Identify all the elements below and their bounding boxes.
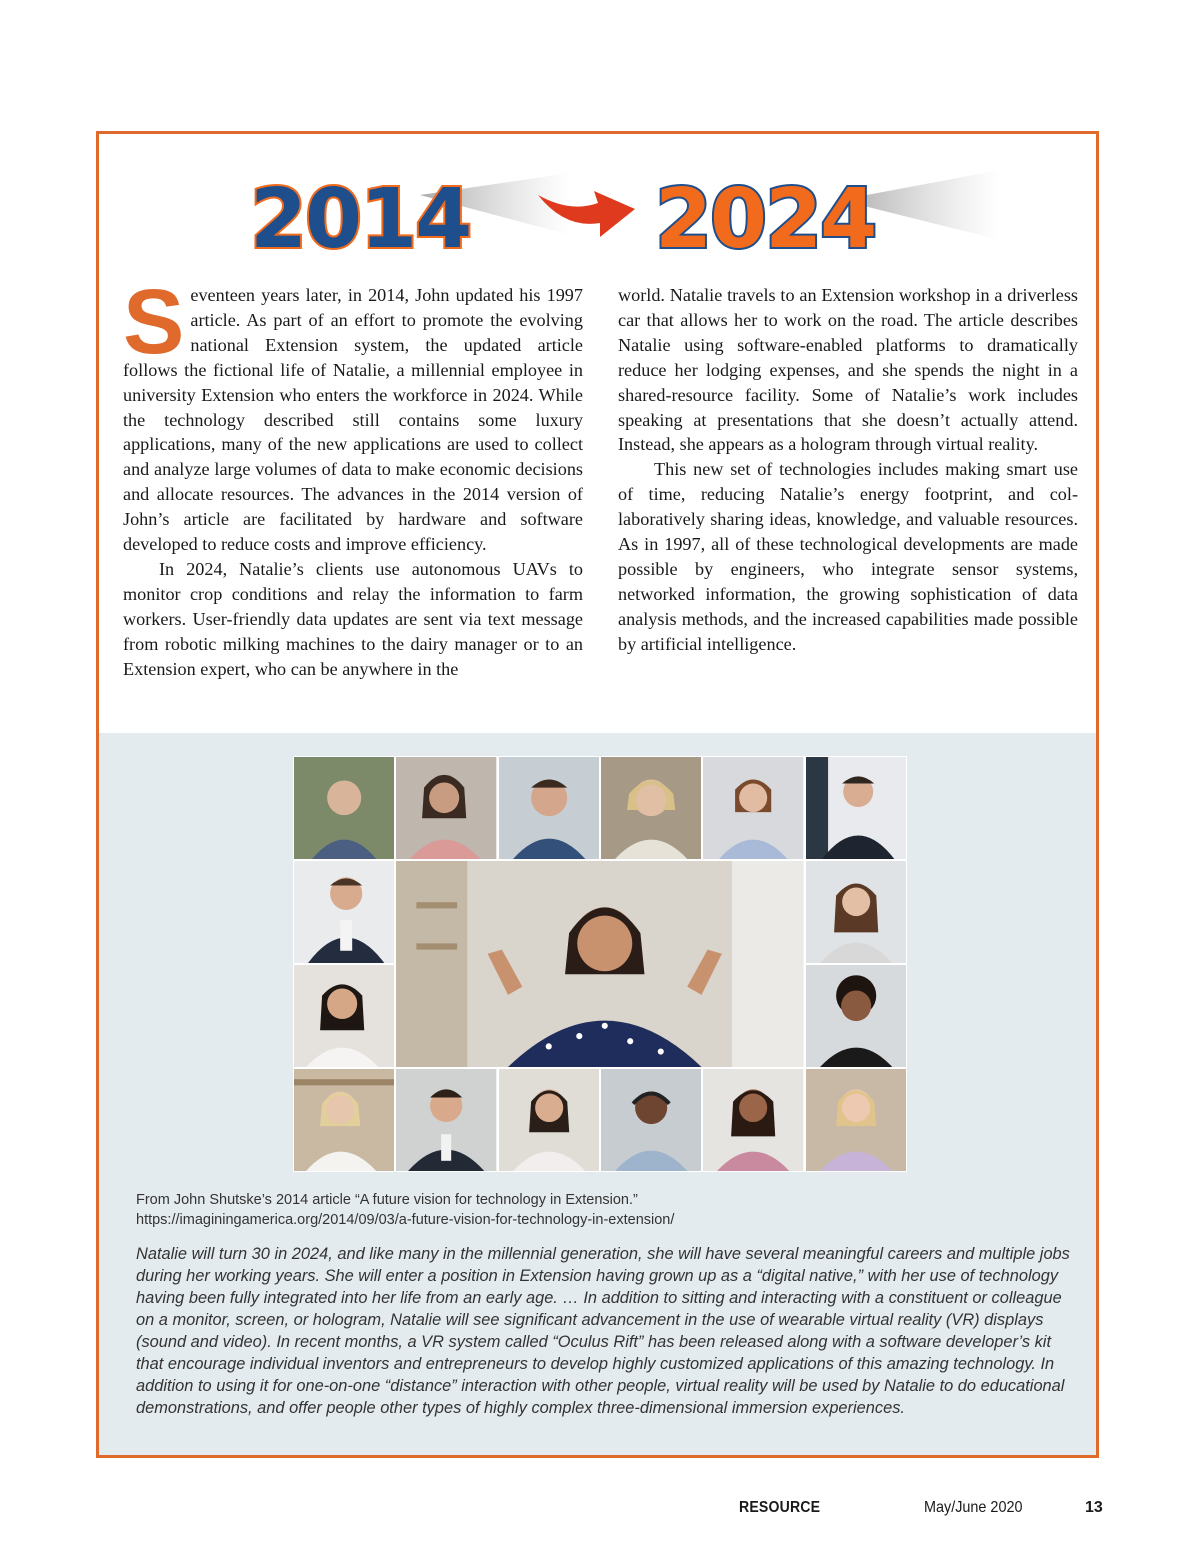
sidebar-quote: Natalie will turn 30 in 2024, and like many in the millennial generation, she will have several meaningful careers and multiple jobs during her working years. She will enter a position in Extension having grown up as a “digital native,” with her use of technology having been fully integrated into her life from an early age. … In addition to sitting and interacting with a constituent or colleague on a monitor, screen, or hologram, Natalie will see significant advancement in the use of wearable virtual reality (VR) displays (sound and video). In recent months, a VR system called “Oculus Rift” has been released along with a software developer’s kit that encourage individual inventors and entrepreneurs to develop highly customized applications of this amazing technology. In addition to using it for one-on-one “distance” interaction with other people, virtual reality will be used by Natalie to do educational demonstrations, and offer people other types of highly complex three-dimensional immersion experiences. (136, 1245, 1070, 1417)
article-paragraph: Seventeen years later, in 2014, John updated his 1997 article. As part of an effort to promote the evolving national Extension system, the updated article follows the fictional life of Natalie, a millennial employee in university Extension who enters the workforce in 2024. While the technology described still contains some luxury applications, many of the new applications are used to collect and analyze large volumes of data to make economic decisions and allocate resources. The advances in the 2014 version of John’s article are facilitated by hardware and software developed to reduce costs and improve efficiency. (123, 271, 583, 555)
article-paragraph: This new set of technologies includes making smart use of time, reducing Natalie’s energy footprint, and collaboratively sharing ideas, knowledge, and valuable resources. As in 1997, all of these technological developments are made possible by engineers, who integrate sensor systems, networked information, the growing sophistication of data analysis methods, and the increased capabilities made possible by artificial intelligence. (618, 459, 1078, 654)
article-paragraph: In 2024, Natalie’s clients use autonomous UAVs to monitor crop conditions and relay the information to farm workers. User-friendly data updates are sent via text message from robotic milking machines to the dairy manager or to an Extension expert, who can be anywhere in the (123, 558, 583, 679)
participant-tile (294, 965, 394, 1067)
participant-tile (806, 965, 906, 1067)
participant-tile (601, 757, 701, 859)
article-column-right (618, 283, 1078, 657)
image-source-credit (136, 1190, 1076, 1230)
participant-tile (703, 1069, 803, 1171)
participant-tile (499, 1069, 599, 1171)
article-paragraph: world. Natalie travels to an Extension workshop in a driverless car that allows her to work on the road. The article describes Natalie using software-enabled platforms to dramatically reduce her lodging expenses, and she spends the night in a shared-resource facility. Some of Natalie’s work includes speaking at presentations that she doesn’t actually attend. Instead, she appears as a hologram through virtual reality. (618, 285, 1078, 455)
participant-tile (806, 1069, 906, 1171)
article-column-left (123, 271, 583, 682)
page-number: 13 (1085, 1499, 1103, 1516)
participant-tile (806, 757, 906, 859)
drop-cap: S (123, 271, 185, 373)
participant-tile (294, 1069, 394, 1171)
participant-tile (396, 1069, 496, 1171)
video-call-grid-image (293, 756, 907, 1172)
participant-tile (294, 757, 394, 859)
source-line: From John Shutske’s 2014 article “A future vision for technology in Extension.” (136, 1192, 638, 1208)
participant-main-tile (396, 861, 803, 1067)
participant-tile (396, 757, 496, 859)
year-from: 2014 (250, 172, 471, 260)
participant-tile (806, 861, 906, 963)
footer-publication: RESOURCE (739, 1499, 821, 1516)
participant-tile (703, 757, 803, 859)
year-to: 2024 (655, 172, 876, 260)
participant-tile (601, 1069, 701, 1171)
participant-tile (499, 757, 599, 859)
participant-tile (294, 861, 394, 963)
headline-graphic (150, 165, 1010, 260)
source-url: https://imaginingamerica.org/2014/09/03/a-future-vision-for-technology-in-extension/ (136, 1212, 675, 1228)
footer-issue-date: May/June 2020 (924, 1499, 1023, 1516)
